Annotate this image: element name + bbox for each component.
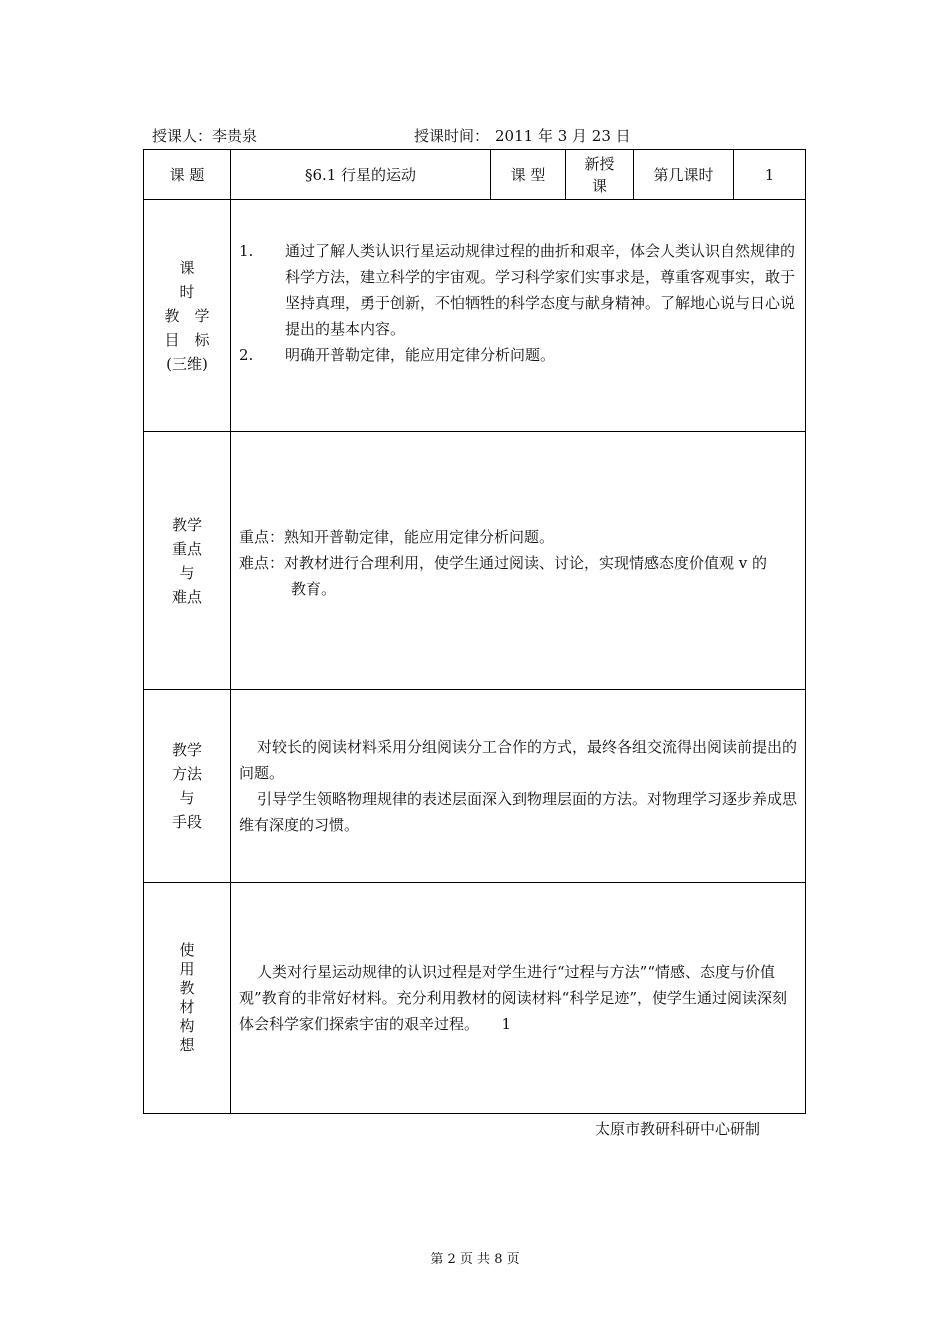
- materials-label-line: 教: [179, 979, 195, 997]
- methods-label: [144, 690, 231, 883]
- focus-label-line: 重点: [171, 539, 202, 558]
- teacher-label: 授课人：: [152, 127, 213, 145]
- goals-label-line: 课: [179, 258, 195, 277]
- period-label: 第几课时: [634, 150, 734, 200]
- goals-label: [144, 200, 231, 432]
- focus-label-line: 教学: [171, 515, 202, 534]
- goal-number: 1.: [239, 242, 254, 260]
- org-credit: 太原市教研科研中心研制: [595, 1120, 761, 1138]
- page-number: 第 2 页 共 8 页: [430, 1252, 520, 1267]
- difficulty-continued: 教育。: [291, 579, 337, 598]
- goal-text: 通过了解人类认识行星运动规律过程的曲折和艰辛，体会人类认识自然规律的科学方法，建立科学的宇宙观。学习科学家们实事求是，尊重客观事实，敢于坚持真理，勇于创新，不怕牺牲的科学态度与献身精神。了解地心说与日心说提出的基本内容。: [285, 242, 796, 338]
- time-label: 授课时间：: [414, 127, 490, 145]
- methods-content: [231, 690, 806, 883]
- type-label: 课 型: [491, 150, 566, 200]
- key-point: 重点：熟知开普勒定律，能应用定律分析问题。: [239, 527, 555, 546]
- goal-number: 2.: [239, 346, 254, 364]
- method-paragraph-1: 对较长的阅读材料采用分组阅读分工合作的方式，最终各组交流得出阅读前提出的问题。: [239, 738, 798, 782]
- methods-label-line: 教学: [171, 741, 202, 759]
- type-value: [566, 150, 634, 200]
- list-item: [239, 238, 797, 342]
- material-paragraph: 人类对行星运动规律的认识过程是对学生进行“过程与方法”“情感、态度与价值观”教育的非常好材料。充分利用教材的阅读材料“科学足迹”，使学生通过阅读深刻体会科学家们探索宇宙的艰辛过程。 1: [239, 963, 788, 1033]
- time-value: 2011 年 3 月 23 日: [495, 127, 631, 145]
- topic-row: [144, 150, 806, 200]
- materials-label-line: 想: [179, 1036, 195, 1054]
- materials-label-line: 用: [179, 960, 195, 978]
- materials-label: [144, 883, 231, 1114]
- materials-label-line: 材: [179, 998, 195, 1016]
- difficulty: 难点：对教材进行合理利用，使学生通过阅读、讨论，实现情感态度价值观 v 的: [239, 553, 768, 572]
- methods-label-line: 方法: [171, 765, 202, 783]
- goals-label-line: 目 标: [164, 330, 210, 349]
- methods-row: [144, 690, 806, 883]
- goals-label-line: 时: [179, 282, 195, 301]
- materials-row: [144, 883, 806, 1114]
- topic-value: §6.1 行星的运动: [231, 150, 491, 200]
- materials-content: [231, 883, 806, 1114]
- lesson-header: [152, 125, 631, 146]
- materials-label-line: 使: [179, 941, 195, 959]
- focus-label-line: 与: [179, 563, 195, 582]
- focus-content: [231, 432, 806, 690]
- goal-text: 明确开普勒定律，能应用定律分析问题。: [285, 346, 556, 364]
- focus-label-line: 难点: [171, 587, 202, 606]
- goals-row: [144, 200, 806, 432]
- methods-label-line: 手段: [171, 813, 202, 831]
- type-value-text: 新授课: [584, 154, 615, 195]
- topic-label: 课 题: [144, 150, 231, 200]
- list-item: [239, 342, 797, 368]
- goals-label-line: 教 学: [164, 306, 210, 325]
- lesson-plan-table: [143, 149, 806, 1114]
- methods-label-line: 与: [179, 789, 195, 807]
- goals-content: [231, 200, 806, 432]
- goals-label-line: (三维): [166, 354, 208, 373]
- lesson-time: [414, 125, 631, 146]
- focus-label: [144, 432, 231, 690]
- focus-row: [144, 432, 806, 690]
- method-paragraph-2: 引导学生领略物理规律的表述层面深入到物理层面的方法。对物理学习逐步养成思维有深度的习惯。: [239, 790, 798, 834]
- teacher-name: 李贵泉: [212, 127, 258, 145]
- period-value: 1: [734, 150, 806, 200]
- materials-label-line: 构: [179, 1017, 195, 1035]
